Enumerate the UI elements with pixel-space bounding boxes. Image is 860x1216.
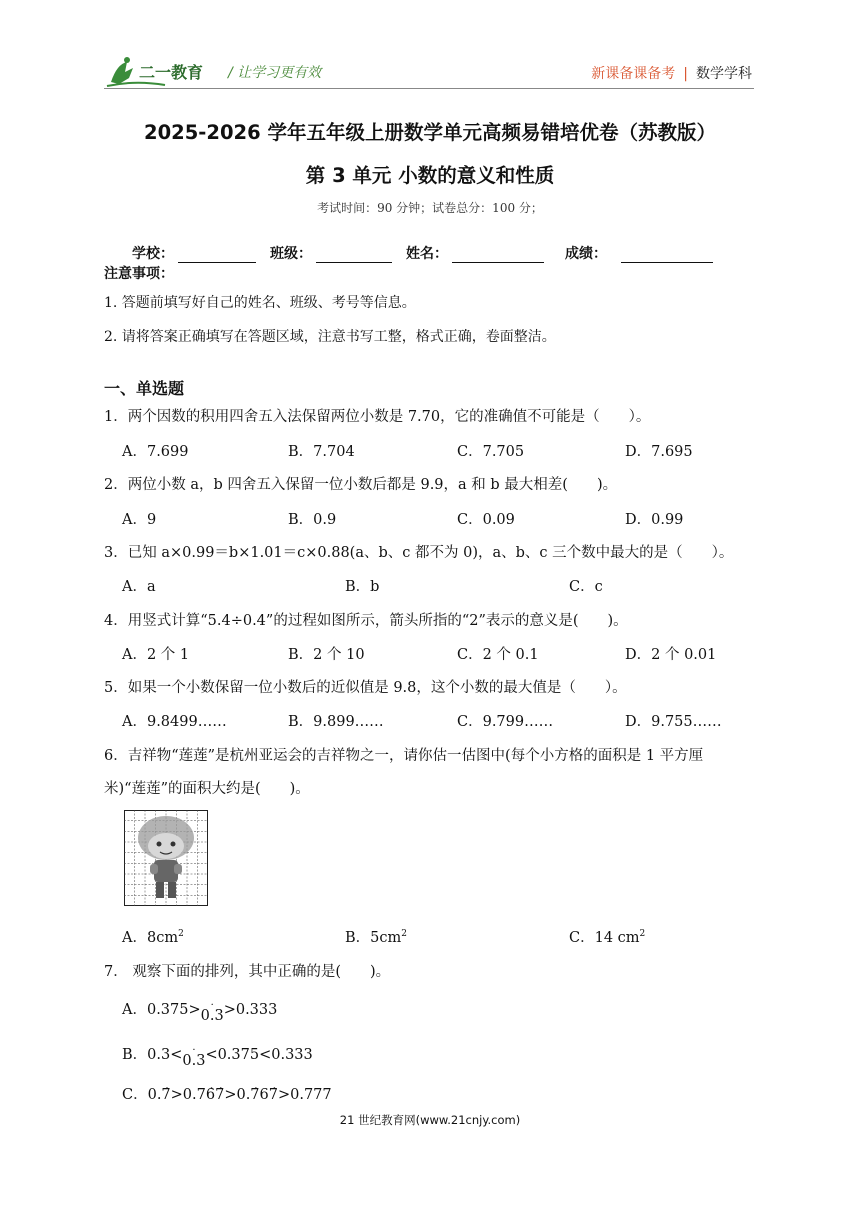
section-heading: 一、单选题 <box>104 379 185 398</box>
header-divider <box>104 88 754 89</box>
q4-option-d[interactable]: D．2 个 0.01 <box>625 647 717 663</box>
q5-option-c[interactable]: C．9.799…… <box>457 714 554 730</box>
q7-option-c[interactable]: C．0.7̇>0.76̇7̇>0.7̇67̇>0.777 <box>122 1087 332 1103</box>
question-6-stem-cont: 米)“莲莲”的面积大约是( )。 <box>104 781 310 797</box>
question-3-stem: 3．已知 a×0.99＝b×1.01＝c×0.88(a、b、c 都不为 0)，a、b、c 三个数中最大的是（ ）。 <box>104 545 734 561</box>
q4-option-a[interactable]: A．2 个 1 <box>122 647 190 663</box>
header-subject <box>591 63 752 83</box>
note-item: 2. 请将答案正确填写在答题区域，注意书写工整，格式正确，卷面整洁。 <box>104 329 556 345</box>
q6-option-a[interactable]: A．$8cm^2$ <box>122 929 184 946</box>
school-blank[interactable] <box>178 246 256 263</box>
header-course-label: 新课备课备考 <box>591 66 676 82</box>
score-field: 成绩： <box>565 243 713 263</box>
q1-option-d[interactable]: D．7.695 <box>625 444 693 460</box>
q6-option-c[interactable]: C．14 $cm^2$ <box>569 929 646 946</box>
question-7-stem: 7． 观察下面的排列，其中正确的是( )。 <box>104 964 391 980</box>
notes-heading: 注意事项： <box>104 266 174 282</box>
q6-option-b[interactable]: B．$5cm^2$ <box>345 929 407 946</box>
class-field: 班级： <box>270 243 392 263</box>
exam-meta: 考试时间：90 分钟；试卷总分：100 分； <box>317 201 543 215</box>
q2-option-b[interactable]: B．0.9 <box>288 512 337 528</box>
q5-option-b[interactable]: B．9.899…… <box>288 714 384 730</box>
question-2-stem: 2．两位小数 a，b 四舍五入保留一位小数后都是 9.9，a 和 b 最大相差( )。 <box>104 477 618 493</box>
q2-option-a[interactable]: A．9 <box>122 512 157 528</box>
q3-option-b[interactable]: B．b <box>345 579 380 595</box>
mascot-grid-image <box>124 810 208 906</box>
exam-title: 2025-2026 学年五年级上册数学单元高频易错培优卷（苏教版） <box>144 121 716 144</box>
note-item: 1. 答题前填写好自己的姓名、班级、考号等信息。 <box>104 295 416 311</box>
question-6-stem: 6．吉祥物“莲莲”是杭州亚运会的吉祥物之一，请你估一估图中(每个小方格的面积是 1 平方厘 <box>104 748 704 764</box>
question-5-stem: 5．如果一个小数保留一位小数后的近似值是 9.8，这个小数的最大值是（ ）。 <box>104 680 627 696</box>
q4-option-b[interactable]: B．2 个 10 <box>288 647 365 663</box>
q1-option-b[interactable]: B．7.704 <box>288 444 355 460</box>
q7-option-b[interactable]: B．0.3< · 0.3<0.375<0.333 <box>122 1045 313 1069</box>
question-1-stem: 1．两个因数的积用四舍五入法保留两位小数是 7.70，它的准确值不可能是（ ）。 <box>104 409 651 425</box>
q7-option-a[interactable]: A．0.375> · 0.3>0.333 <box>122 1000 278 1024</box>
name-field: 姓名： <box>406 243 544 263</box>
logo-text: 二一教育 <box>139 63 204 82</box>
unit-title: 第 3 单元 小数的意义和性质 <box>305 164 555 187</box>
q1-option-c[interactable]: C．7.705 <box>457 444 525 460</box>
q5-option-a[interactable]: A．9.8499…… <box>122 714 227 730</box>
q1-option-a[interactable]: A．7.699 <box>122 444 189 460</box>
score-blank[interactable] <box>621 246 713 263</box>
q5-option-d[interactable]: D．9.755…… <box>625 714 722 730</box>
school-field: 学校： <box>132 243 256 263</box>
header-slogan: / 让学习更有效 <box>228 65 322 81</box>
question-4-stem: 4．用竖式计算“5.4÷0.4”的过程如图所示，箭头所指的“2”表示的意义是( )。 <box>104 613 628 629</box>
q3-option-a[interactable]: A．a <box>122 579 156 595</box>
page-footer: 21 世纪教育网(www.21cnjy.com) <box>339 1113 521 1127</box>
header-separator: | <box>683 66 688 82</box>
site-logo <box>105 54 223 90</box>
q2-option-c[interactable]: C．0.09 <box>457 512 515 528</box>
name-blank[interactable] <box>452 246 544 263</box>
q4-option-c[interactable]: C．2 个 0.1 <box>457 647 539 663</box>
header-subject-label: 数学学科 <box>696 66 752 82</box>
class-blank[interactable] <box>316 246 392 263</box>
q2-option-d[interactable]: D．0.99 <box>625 512 684 528</box>
runner-icon <box>111 62 133 84</box>
q3-option-c[interactable]: C．c <box>569 579 603 595</box>
